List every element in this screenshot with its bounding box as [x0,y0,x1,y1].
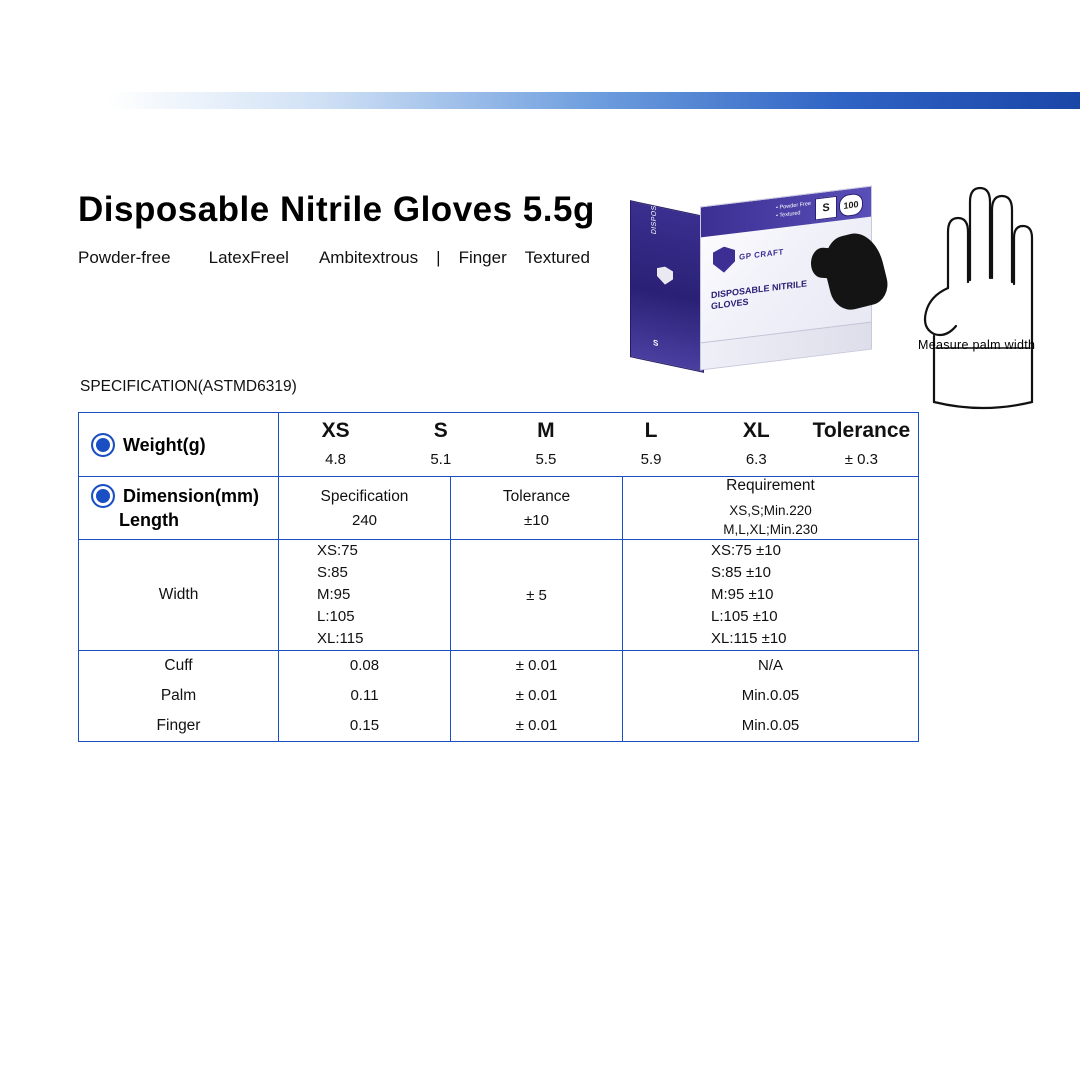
specification-caption: SPECIFICATION(ASTMD6319) [80,378,297,395]
weight-size-s: S [433,419,448,442]
length-tolerance-value: ±10 [524,511,549,529]
specification-table [78,412,919,742]
thickness-specification-cell [279,651,451,742]
width-spec-xs: XS:75 [317,542,358,559]
thickness-req-palm: Min.0.05 [741,687,800,704]
weight-value-s: 5.1 [430,451,452,468]
width-tolerance-cell [451,540,623,651]
length-tolerance-cell [451,477,623,540]
brand-logo-icon [657,265,673,286]
bullet-icon [91,433,115,457]
width-label: Width [158,586,199,603]
product-box-side-text: DISPOSABLE NITRILE GLOVES [651,119,658,236]
feature-textured: Textured [524,248,590,267]
thickness-label-cuff: Cuff [164,657,193,674]
box-count-badge: 100 [839,193,863,218]
thickness-req-cuff: N/A [757,657,783,674]
weight-size-xl: XL [742,419,770,442]
thickness-label-cell [79,651,279,742]
weight-size-m: M [537,419,555,442]
weight-value-l: 5.9 [640,451,662,468]
box-brand-name: GP CRAFT [739,247,784,262]
width-specification-values [279,540,450,650]
thickness-labels [79,651,278,741]
width-tolerance-value: ± 5 [526,586,547,604]
page-title: Disposable Nitrile Gloves 5.5g [78,190,595,229]
table-row-thickness [79,651,919,742]
width-spec-s: S:85 [317,564,348,581]
table-row-width [79,540,919,651]
bullet-icon [91,484,115,508]
weight-value-xl: 6.3 [745,451,767,468]
width-requirement-cell [623,540,919,651]
thickness-requirement-values [623,651,918,741]
weight-tolerance-value: ± 0.3 [844,451,879,468]
feature-separator: | [436,248,441,267]
width-req-xl: XL:115 ±10 [711,630,787,647]
thickness-tol-cuff: ± 0.01 [515,657,558,674]
weight-size-xs: XS [321,419,350,442]
thickness-spec-cuff: 0.08 [349,657,380,674]
box-bottom-band [701,322,871,370]
shield-logo-icon [713,245,735,274]
product-box-image [630,119,900,378]
width-spec-m: M:95 [317,586,351,603]
weight-value-xs: 4.8 [325,451,346,468]
length-requirement-cell [623,477,919,540]
box-size-badge: S [815,196,837,221]
feature-powder-free: Powder-free [78,248,171,267]
box-feature-textured: • Textured [776,210,801,220]
table-row-weight [79,413,919,477]
table-row-length [79,477,919,540]
dimension-label-cell [79,477,279,540]
dimension-label: Dimension(mm) [123,486,260,506]
width-specification-cell [279,540,451,651]
thickness-spec-finger: 0.15 [349,717,380,734]
length-requirement-1: XS,S;Min.220 [729,503,812,518]
width-spec-xl: XL:115 [317,630,364,647]
thickness-label-finger: Finger [156,717,201,734]
weight-size-l: L [644,419,658,442]
weight-label-cell [79,413,279,477]
thickness-tolerance-values [451,651,622,741]
thickness-label-palm: Palm [160,687,197,704]
thickness-req-finger: Min.0.05 [741,717,800,734]
length-requirement-values [623,495,918,539]
thickness-tol-finger: ± 0.01 [515,717,558,734]
column-header-specification: Specification [320,487,409,505]
width-req-m: M:95 ±10 [711,586,774,603]
width-label-cell [79,540,279,651]
palm-width-caption: Measure palm width [918,338,1036,352]
box-feature-powder-free: • Powder Free [776,200,811,212]
length-specification-cell [279,477,451,540]
width-req-xs: XS:75 ±10 [711,542,781,559]
width-req-l: L:105 ±10 [711,608,778,625]
thickness-tolerance-cell [451,651,623,742]
column-header-requirement: Requirement [726,477,815,494]
weight-values-cell [279,413,919,477]
product-box-side-panel [630,119,704,373]
box-product-name: DISPOSABLE NITRILE GLOVES [711,278,808,312]
top-gradient-bar [0,92,1080,109]
width-requirement-values [623,540,918,650]
length-requirement-2: M,L,XL;Min.230 [723,522,818,537]
length-label: Length [119,510,179,530]
weight-label: Weight(g) [123,434,206,455]
width-req-s: S:85 ±10 [711,564,771,581]
length-specification-value: 240 [351,511,378,529]
weight-value-m: 5.5 [535,451,557,468]
weight-tolerance-header: Tolerance [812,419,911,442]
product-box-side-size: S [653,338,659,349]
thickness-tol-palm: ± 0.01 [515,687,558,704]
thickness-requirement-cell [623,651,919,742]
feature-latex-free: LatexFreel [208,248,289,267]
column-header-tolerance: Tolerance [502,487,571,505]
hand-outline-icon [900,170,1070,410]
feature-line [78,248,590,268]
hand-diagram [900,170,1070,410]
feature-ambitextrous: Ambitextrous [318,248,419,267]
width-spec-l: L:105 [317,608,355,625]
thickness-spec-palm: 0.11 [350,687,379,704]
feature-finger: Finger [458,248,507,267]
thickness-specification-values [279,651,450,741]
